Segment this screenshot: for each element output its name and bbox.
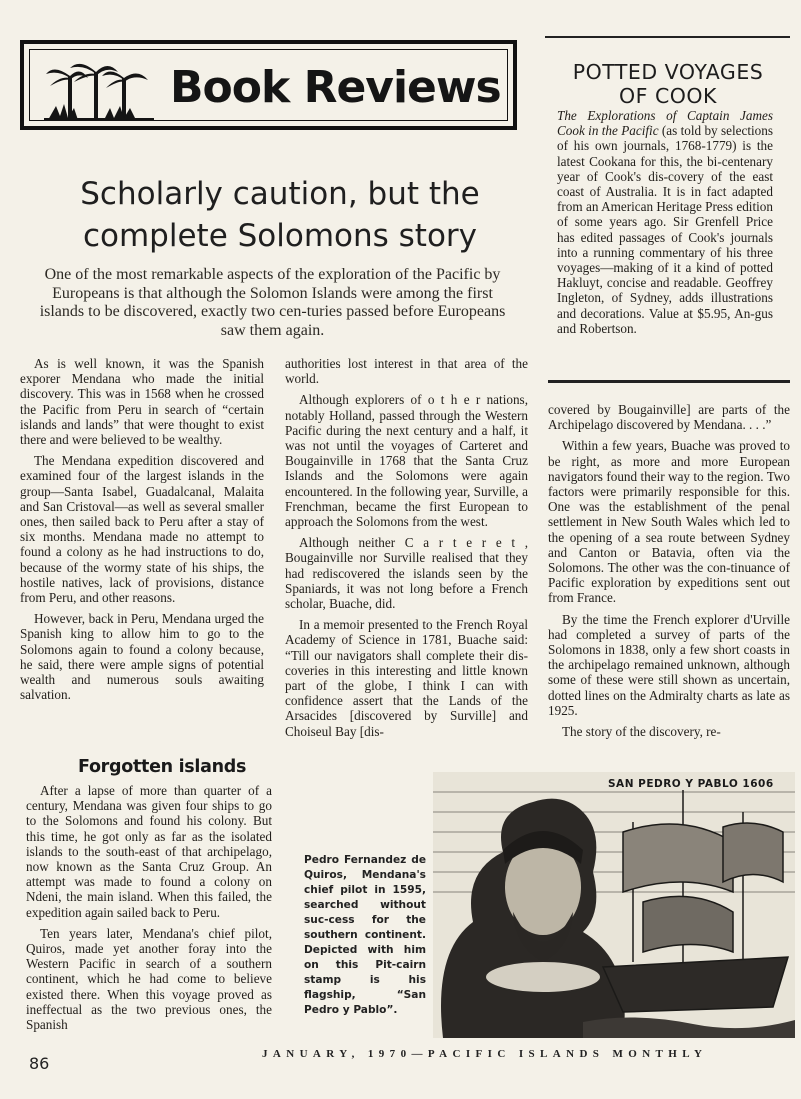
paragraph: Ten years later, Mendana's chief pilot, Quiros, made yet another foray into the Western Pacific in search of a southern continent, which he had come to believe existed there. When this voyage proved as ineffectual as the two previous ones, the Spanish [26,925,272,1033]
sidebar-title [548,60,788,108]
paragraph: Although explorers of o t h e r nations, notably Holland, passed through the Western Pacific during the next century and a half, it was not until the voyages of Carteret and Bougainville in 1768 that the Santa Cruz Islands and the Solomons were again encountered. In the following year, Surville, a Frenchman, became the first European to approach the Solomons from the west. [285,392,528,530]
paragraph: By the time the French explorer d'Urville had completed a survey of parts of the Solomons in 1838, only a few short coasts in the archipelago remained unknown, although some of these were still shown as uncertain, dotted lines on the Admiralty charts as late as 1925. [548,611,790,718]
page-number: 86 [29,1054,50,1073]
section-subheading: Forgotten islands [78,757,247,777]
masthead [20,40,517,130]
sidebar-review [557,108,773,336]
paragraph: The story of the discovery, re- [562,724,721,740]
image-caption: Pedro Fernandez de Quiros, Mendana's chief pilot in 1595, searched without suc-cess for the southern continent. Depicted with him on this Pit-cairn stamp is his flagship, “San Pedro y Pablo”. [304,854,426,1016]
paragraph: Although neither C a r t e r e t , Bougainville nor Surville realised that they had rediscovered the islands seen by the Spaniards, it was not long before a French scholar, Buache, did. [285,535,528,612]
running-footer: JANUARY, 1970—PACIFIC ISLANDS MONTHLY [262,1048,708,1060]
sidebar-top-rule [545,36,790,38]
stamp-illustration [433,772,795,1038]
book-title: The Explorations of Captain James Cook in the Pacific [557,108,773,139]
masthead-frame [29,49,508,121]
paragraph: Within a few years, Buache was proved to be right, as more and more European navigators found their way to the region. Two factors were primarily responsible for this. One was the establishment of the penal settlement in New South Wales which led to the opening of a sea route between Sydney and Canton or Batavia, often via the Solomons. The other was the con-tinuance of Pacific exploration by expeditions sent out from France. [548,438,790,606]
forgotten-islands-column [26,783,272,1038]
paragraph: authorities lost interest in that area of the world. [285,356,528,387]
sidebar-text: (as told by selections of his own journals, 1768-1779) is the latest Cookana for this, the bi-centenary year of Cook's dis-covery of the east coast of Australia. It is in fact adapted from an American Heritage Press edition of some years ago. Sir Grenfell Price has edited passages of Cook's journals into a running commentary of his three voyages—making of it a kind of potted Hakluyt, concise and readable. Geoffrey Ingleton, of Sydney, adds illustrations and decorations. Value at $5.95, An-gus and Robertson. [557,123,773,336]
headline-line-1: Scholarly caution, but the [80,176,480,212]
sidebar-title-line-1: POTTED VOYAGES [572,60,764,84]
paragraph: As is well known, it was the Spanish exporer Mendana who made the initial discovery. This was in 1568 when he crossed the Pacific from Peru in search of “certain islands and lands” that were thought to exist there and were believed to be wealthy. [20,356,264,448]
headline-line-2: complete Solomons story [82,218,478,254]
paragraph: covered by Bougainville] are parts of the Archipelago discovered by Mendana. . . .” [548,402,790,433]
paragraph: The Mendana expedition discovered and examined four of the largest islands in the group—Santa Isabel, Guadalcanal, Malaita and San Cristoval—as well as several smaller ones, then sailed back to Peru after a stay of six months. Mendana made no attempt to found a colony as he had instructions to do, because of the wormy state of his ships, the hostile natives, lack of provisions, distance from Peru, and other reasons. [20,453,264,606]
article-headline [50,173,510,257]
paragraph: After a lapse of more than quarter of a century, Mendana was given four ships to go to the Solomons and found his colony. But this time, he got only as far as the isolated islands to the south-east of that archipelago, now known as the Santa Cruz Group. An attempt was made to found a colony on Ndeni, the main island. When this failed, the expedition again sailed back to Peru. [26,783,272,920]
masthead-title: Book Reviews [170,62,501,113]
paragraph: However, back in Peru, Mendana urged the Spanish king to allow him to go to the Solomons again to found a colony because, he said, there were ample signs of potential wealth and numerous souls awaiting salvation. [20,611,264,703]
paragraph: In a memoir presented to the French Royal Academy of Science in 1781, Buache said: “Till our navigators shall complete their dis-coveries in this interesting and little known part of the globe, I think I can with confidence assert that the Lands of the Arsacides [discovered by Surville] and Choiseul Bay [dis- [285,617,528,739]
sidebar-bottom-rule [548,380,790,383]
palm-trees-icon [44,58,156,124]
stamp-label: SAN PEDRO Y PABLO 1606 [608,778,774,790]
column-2 [285,356,528,745]
sidebar-title-line-2: OF COOK [619,84,717,108]
column-3 [548,402,790,745]
column-1 [20,356,264,708]
article-intro: One of the most remarkable aspects of the exploration of the Pacific by Europeans is that although the Solomon Islands were among the first islands to be discovered, exactly two cen-turies passed before Europeans saw them again. [39,266,506,339]
